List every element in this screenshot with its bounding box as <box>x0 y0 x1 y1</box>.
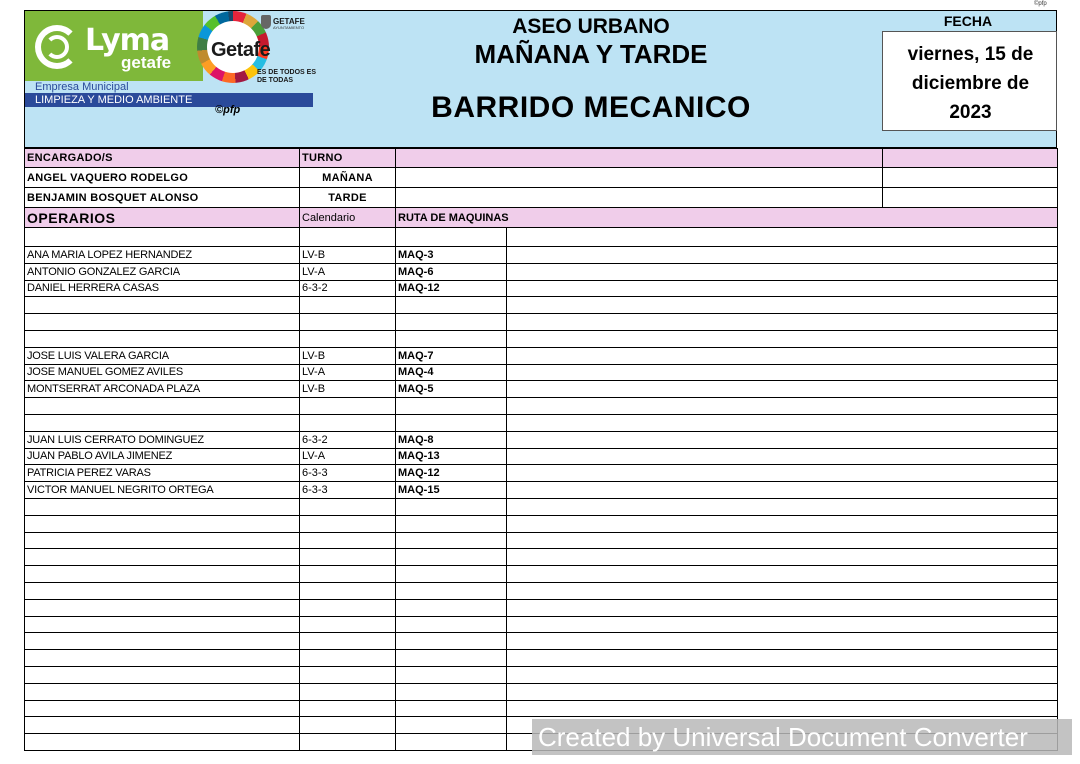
operario-calendario: LV-B <box>300 381 396 398</box>
operario-ruta <box>396 734 507 751</box>
operario-calendario <box>300 616 396 633</box>
operarios-header: OPERARIOS <box>25 208 300 228</box>
operario-calendario: LV-A <box>300 448 396 465</box>
operario-calendario <box>300 734 396 751</box>
operario-ruta <box>396 549 507 566</box>
operario-name: ANA MARIA LOPEZ HERNANDEZ <box>25 247 300 264</box>
operario-row <box>25 582 1058 599</box>
title-aseo-urbano: ASEO URBANO <box>512 15 670 38</box>
operario-ruta: MAQ-12 <box>396 280 507 297</box>
fecha-label: FECHA <box>943 13 993 29</box>
operario-name <box>25 414 300 431</box>
fecha-value: viernes, 15 de diciembre de 2023 <box>907 44 1034 123</box>
operario-row <box>25 599 1058 616</box>
getafe-slogan: ES DE TODOS ES DE TODAS <box>257 69 316 84</box>
operario-row <box>25 650 1058 667</box>
operario-row <box>25 247 1058 264</box>
operario-row <box>25 381 1058 398</box>
operario-name: DANIEL HERRERA CASAS <box>25 280 300 297</box>
operario-row <box>25 482 1058 499</box>
operario-calendario <box>300 633 396 650</box>
operario-notes <box>507 414 1058 431</box>
operario-ruta <box>396 717 507 734</box>
operario-ruta: MAQ-15 <box>396 482 507 499</box>
operario-ruta <box>396 314 507 331</box>
operario-name <box>25 498 300 515</box>
operario-ruta: MAQ-8 <box>396 431 507 448</box>
operario-name: JOSE LUIS VALERA GARCIA <box>25 347 300 364</box>
operario-ruta <box>396 297 507 314</box>
encargados-header-blank-2 <box>883 149 1058 168</box>
operario-ruta <box>396 582 507 599</box>
operario-ruta <box>396 616 507 633</box>
operario-row <box>25 666 1058 683</box>
operario-row <box>25 448 1058 465</box>
operario-notes <box>507 381 1058 398</box>
operario-ruta: MAQ-5 <box>396 381 507 398</box>
operario-row <box>25 532 1058 549</box>
operario-calendario <box>300 398 396 415</box>
operario-name <box>25 650 300 667</box>
operario-row <box>25 566 1058 583</box>
operario-name: JUAN LUIS CERRATO DOMINGUEZ <box>25 431 300 448</box>
operario-name <box>25 582 300 599</box>
operario-name <box>25 599 300 616</box>
operario-notes <box>507 582 1058 599</box>
operario-notes <box>507 364 1058 381</box>
operario-notes <box>507 650 1058 667</box>
operario-calendario <box>300 700 396 717</box>
operario-notes <box>507 347 1058 364</box>
encargado-blank-2 <box>883 168 1058 188</box>
operario-name <box>25 616 300 633</box>
operario-ruta <box>396 650 507 667</box>
ayuntamiento-label: AYUNTAMIENTO <box>273 25 305 30</box>
operario-name <box>25 532 300 549</box>
operario-ruta <box>396 700 507 717</box>
operario-calendario <box>300 599 396 616</box>
limpieza-label: LIMPIEZA Y MEDIO AMBIENTE <box>35 94 193 106</box>
ruta-header: RUTA DE MAQUINAS <box>396 208 1058 228</box>
operario-notes <box>507 431 1058 448</box>
operario-row <box>25 414 1058 431</box>
operario-ruta: MAQ-12 <box>396 465 507 482</box>
operario-row <box>25 633 1058 650</box>
operario-notes <box>507 700 1058 717</box>
corner-copyright-mark: ©pfp <box>1034 1 1047 7</box>
operario-calendario: LV-B <box>300 247 396 264</box>
encargado-blank <box>396 168 883 188</box>
operario-calendario <box>300 717 396 734</box>
title-section: BARRIDO MECANICO <box>431 91 751 124</box>
operario-name <box>25 633 300 650</box>
encargados-header-row <box>25 149 1058 168</box>
operario-calendario <box>300 414 396 431</box>
operario-calendario <box>300 650 396 667</box>
operario-calendario: LV-A <box>300 263 396 280</box>
operario-calendario: 6-3-3 <box>300 465 396 482</box>
operario-ruta <box>396 515 507 532</box>
operario-notes <box>507 448 1058 465</box>
operario-name <box>25 228 300 247</box>
operario-calendario <box>300 532 396 549</box>
operario-calendario <box>300 566 396 583</box>
operario-ruta <box>396 398 507 415</box>
operario-name: VICTOR MANUEL NEGRITO ORTEGA <box>25 482 300 499</box>
operario-notes <box>507 683 1058 700</box>
fecha-box <box>882 31 1057 131</box>
operario-calendario: 6-3-2 <box>300 431 396 448</box>
operario-ruta <box>396 633 507 650</box>
operario-ruta: MAQ-4 <box>396 364 507 381</box>
operario-name <box>25 683 300 700</box>
operario-notes <box>507 228 1058 247</box>
encargado-blank <box>396 188 883 208</box>
operario-name <box>25 717 300 734</box>
operario-calendario: 6-3-2 <box>300 280 396 297</box>
encargados-header: ENCARGADO/S <box>25 149 300 168</box>
lyma-swirl-inner-icon <box>45 35 69 59</box>
operario-calendario <box>300 666 396 683</box>
operario-ruta <box>396 566 507 583</box>
operario-calendario: 6-3-3 <box>300 482 396 499</box>
operario-ruta: MAQ-6 <box>396 263 507 280</box>
operario-row <box>25 431 1058 448</box>
operario-calendario <box>300 314 396 331</box>
operario-row <box>25 347 1058 364</box>
operario-name: ANTONIO GONZALEZ GARCIA <box>25 263 300 280</box>
operario-name <box>25 566 300 583</box>
lyma-subword: getafe <box>121 53 172 72</box>
operario-name: MONTSERRAT ARCONADA PLAZA <box>25 381 300 398</box>
operario-name: JOSE MANUEL GOMEZ AVILES <box>25 364 300 381</box>
operario-calendario <box>300 549 396 566</box>
operario-notes <box>507 616 1058 633</box>
document-header <box>24 10 1057 148</box>
operario-notes <box>507 280 1058 297</box>
turno-header: TURNO <box>300 149 396 168</box>
pfp-mark: ©pfp <box>215 104 241 116</box>
operario-calendario <box>300 515 396 532</box>
operario-notes <box>507 515 1058 532</box>
operario-row <box>25 549 1058 566</box>
operario-row <box>25 330 1058 347</box>
operario-notes <box>507 482 1058 499</box>
operario-notes <box>507 263 1058 280</box>
operario-row <box>25 364 1058 381</box>
operario-row <box>25 683 1058 700</box>
operario-row <box>25 228 1058 247</box>
operario-notes <box>507 330 1058 347</box>
operario-row <box>25 616 1058 633</box>
operario-notes <box>507 465 1058 482</box>
operario-name: JUAN PABLO AVILA JIMENEZ <box>25 448 300 465</box>
operario-name <box>25 515 300 532</box>
operario-ruta <box>396 599 507 616</box>
getafe-city-label: GETAFE <box>273 17 305 26</box>
operario-ruta <box>396 498 507 515</box>
operario-notes <box>507 566 1058 583</box>
operario-row <box>25 280 1058 297</box>
empresa-label: Empresa Municipal <box>35 81 129 93</box>
operario-calendario <box>300 683 396 700</box>
operario-row <box>25 398 1058 415</box>
operarios-header-row <box>25 208 1058 228</box>
getafe-crest-icon <box>261 15 271 29</box>
operario-ruta <box>396 330 507 347</box>
encargado-turno: MAÑANA <box>300 168 396 188</box>
operario-ruta: MAQ-3 <box>396 247 507 264</box>
operario-row <box>25 465 1058 482</box>
encargados-header-blank <box>396 149 883 168</box>
operario-name <box>25 700 300 717</box>
operario-name <box>25 734 300 751</box>
encargado-name: ANGEL VAQUERO RODELGO <box>25 168 300 188</box>
operario-name <box>25 398 300 415</box>
operario-name <box>25 314 300 331</box>
operario-calendario <box>300 330 396 347</box>
operario-calendario: LV-B <box>300 347 396 364</box>
operario-row <box>25 297 1058 314</box>
operario-notes <box>507 398 1058 415</box>
lyma-wordmark: Lyma <box>85 23 170 58</box>
operario-name <box>25 297 300 314</box>
calendario-header: Calendario <box>300 208 396 228</box>
operario-ruta: MAQ-7 <box>396 347 507 364</box>
operario-row <box>25 498 1058 515</box>
operario-notes <box>507 314 1058 331</box>
operario-ruta <box>396 666 507 683</box>
operario-row <box>25 263 1058 280</box>
operario-row <box>25 700 1058 717</box>
operario-ruta <box>396 532 507 549</box>
converter-watermark: Created by Universal Document Converter <box>532 719 1072 755</box>
encargado-row <box>25 168 1058 188</box>
operario-ruta <box>396 683 507 700</box>
operario-name <box>25 330 300 347</box>
getafe-wordmark: Getafe <box>211 39 271 61</box>
operario-ruta <box>396 414 507 431</box>
operario-notes <box>507 532 1058 549</box>
operario-notes <box>507 297 1058 314</box>
operario-calendario <box>300 297 396 314</box>
operario-name: PATRICIA PEREZ VARAS <box>25 465 300 482</box>
encargado-name: BENJAMIN BOSQUET ALONSO <box>25 188 300 208</box>
roster-table <box>24 148 1058 751</box>
operario-calendario <box>300 228 396 247</box>
operario-row <box>25 515 1058 532</box>
operario-notes <box>507 599 1058 616</box>
logo-block <box>25 11 316 116</box>
operario-ruta <box>396 228 507 247</box>
operario-notes <box>507 247 1058 264</box>
operario-ruta: MAQ-13 <box>396 448 507 465</box>
operario-notes <box>507 666 1058 683</box>
operario-calendario <box>300 582 396 599</box>
encargado-turno: TARDE <box>300 188 396 208</box>
operario-calendario: LV-A <box>300 364 396 381</box>
operario-notes <box>507 549 1058 566</box>
encargado-row <box>25 188 1058 208</box>
operario-notes <box>507 633 1058 650</box>
operario-calendario <box>300 498 396 515</box>
operario-name <box>25 666 300 683</box>
operario-notes <box>507 498 1058 515</box>
title-shift: MAÑANA Y TARDE <box>474 39 708 69</box>
encargado-blank-2 <box>883 188 1058 208</box>
operario-row <box>25 314 1058 331</box>
operario-name <box>25 549 300 566</box>
